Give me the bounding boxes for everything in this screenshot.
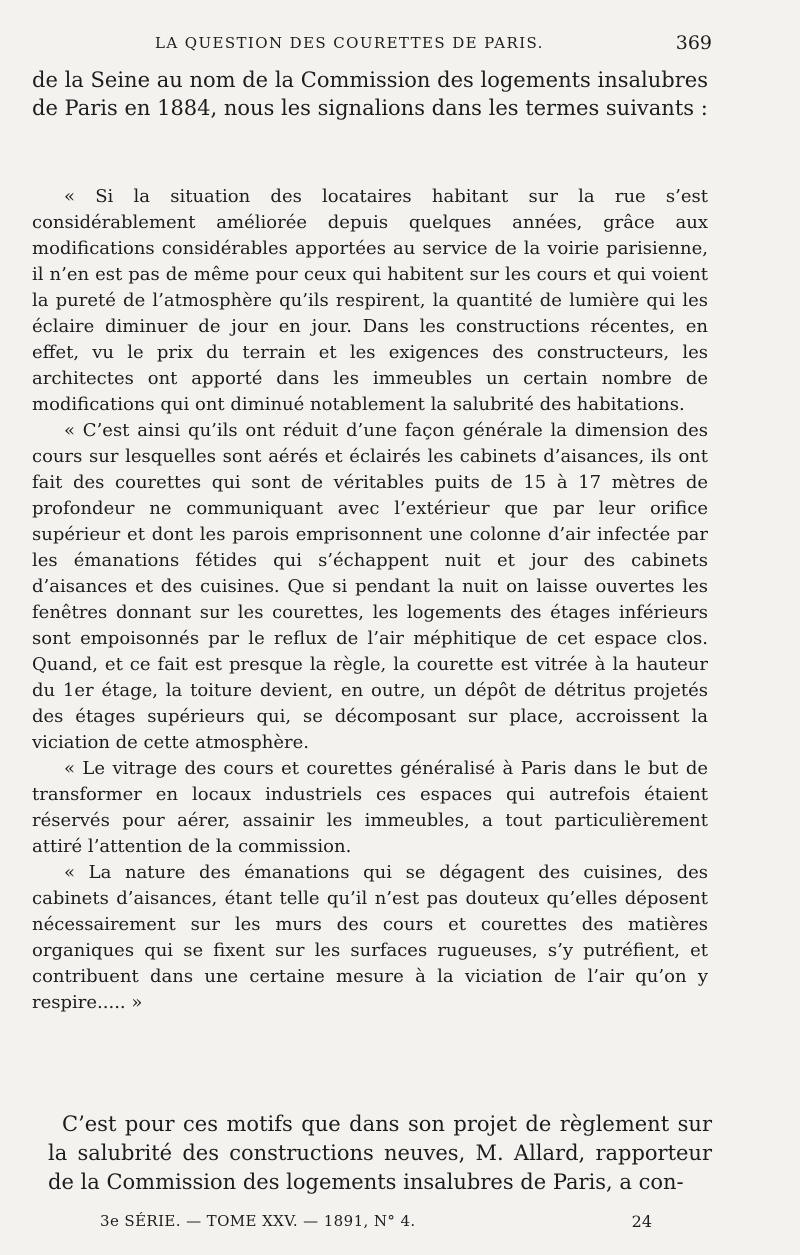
intro-paragraph bbox=[32, 66, 708, 122]
page-footer bbox=[48, 1212, 652, 1234]
page-number: 369 bbox=[675, 32, 712, 54]
closing-text: C’est pour ces motifs que dans son projet de règlement sur la salubrité des constructions neuves, M. Allard, rapporteur de la Commission des logements insalubres de Paris, a con- bbox=[48, 1112, 712, 1194]
quote-paragraph-4: « La nature des émanations qui se dégagent des cuisines, des cabinets d’aisances, étant telle qu’il n’est pas douteux qu’elles déposent nécessairement sur les murs des cours et courettes des matières organiques qui se fixent sur les surfaces rugueuses, s’y putréfient, et contribuent dans une certaine mesure à la viciation de l’air qu’on y respire..... » bbox=[32, 862, 708, 1013]
quotation-block bbox=[32, 184, 708, 1016]
quote-paragraph-1: « Si la situation des locataires habitant sur la rue s’est considérablement améliorée depuis quelques années, grâce aux modifications considérables apportées au service de la voirie parisienne, il n’en est pas de même pour ceux qui habitent sur les cours et qui voient la pureté de l’atmosphère qu’ils respirent, la quantité de lumière qui les éclaire diminuer de jour en jour. Dans les constructions récentes, en effet, vu le prix du terrain et les exigences des constructeurs, les architectes ont apporté dans les immeubles un certain nombre de modifications qui ont diminué notablement la salubrité des habitations. bbox=[32, 186, 708, 415]
page-header bbox=[40, 32, 712, 60]
signature-mark: 24 bbox=[631, 1212, 652, 1231]
quote-paragraph-2: « C’est ainsi qu’ils ont réduit d’une façon générale la dimension des cours sur lesquelles sont aérés et éclairés les cabinets d’aisances, ils ont fait des courettes qui sont de véritables puits de 15 à 17 mètres de profondeur ne communiquant avec l’extérieur que par leur orifice supérieur et dont les parois emprisonnent une colonne d’air infectée par les émanations fétides qui s’échappent nuit et jour des cabinets d’aisances et des cuisines. Que si pendant la nuit on laisse ouvertes les fenêtres donnant sur les courettes, les logements des étages inférieurs sont empoisonnés par le reflux de l’air méphitique de cet espace clos. Quand, et ce fait est presque la règle, la courette est vitrée à la hauteur du 1er étage, la toiture devient, en outre, un dépôt de détritus projetés des étages supérieurs qui, se décomposant sur place, accroissent la viciation de cette atmosphère. bbox=[32, 420, 708, 753]
series-info: 3e SÉRIE. — TOME XXV. — 1891, N° 4. bbox=[100, 1212, 416, 1230]
quote-paragraph-3: « Le vitrage des cours et courettes généralisé à Paris dans le but de transformer en locaux industriels ces espaces qui autrefois étaient réservés pour aérer, assainir les immeubles, a tout particulièrement attiré l’attention de la commission. bbox=[32, 758, 708, 857]
closing-paragraph bbox=[48, 1110, 712, 1197]
intro-text: de la Seine au nom de la Commission des logements insalubres de Paris en 1884, nous les signalions dans les termes suivants : bbox=[32, 68, 708, 120]
running-title: LA QUESTION DES COURETTES DE PARIS. bbox=[155, 34, 544, 52]
